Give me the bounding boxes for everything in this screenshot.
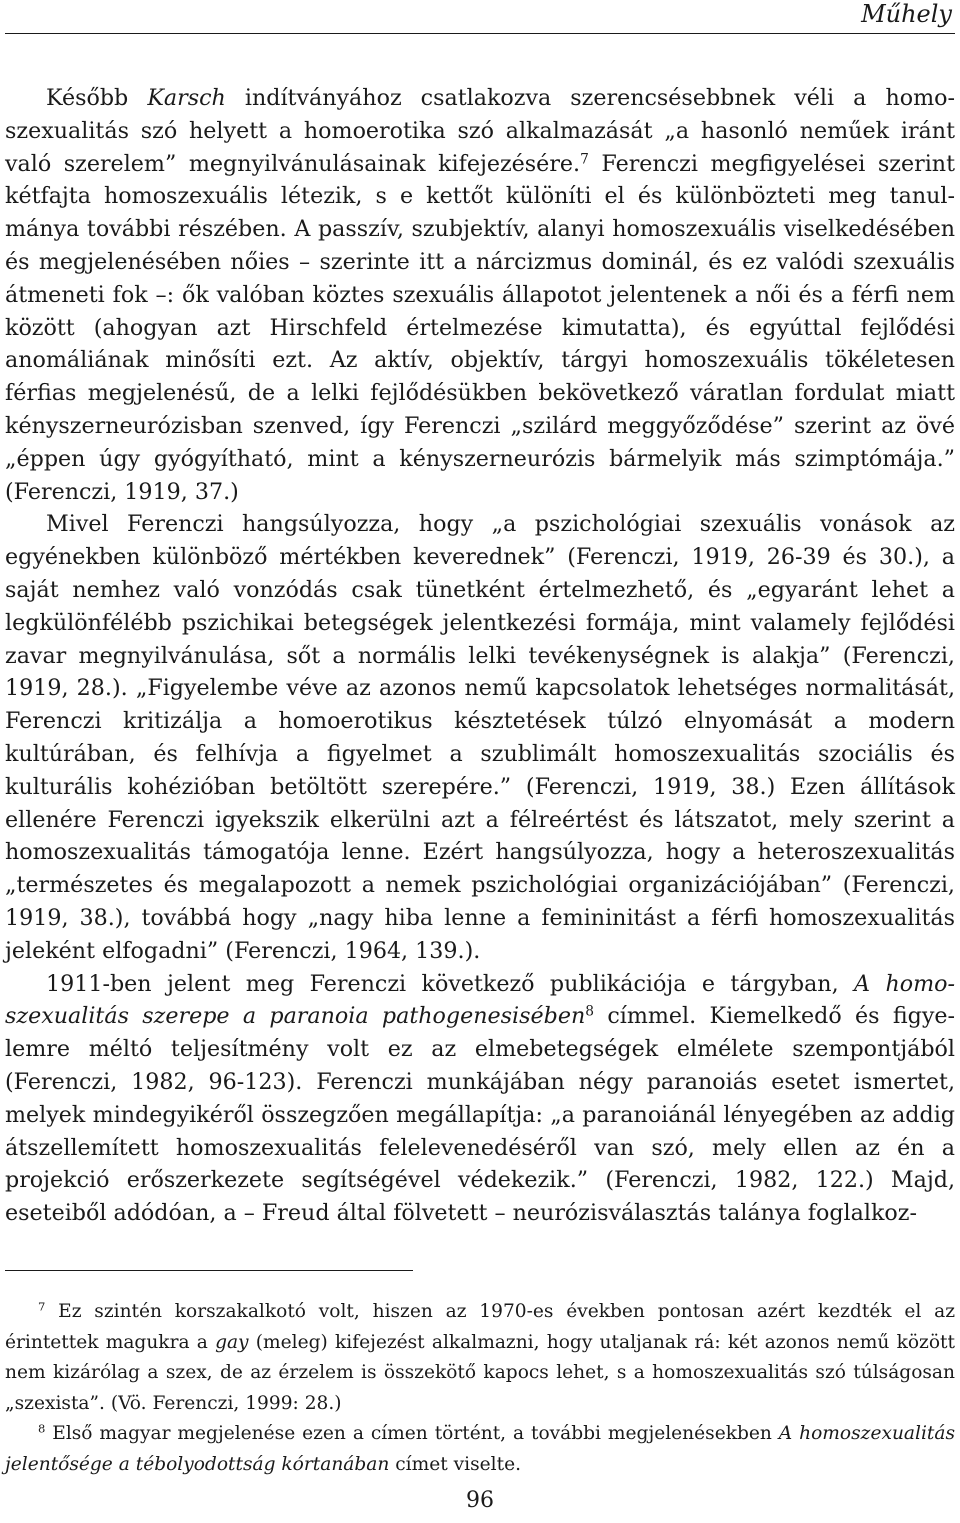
footnote-7-text-1: Ez szintén korszakalkotó volt, hiszen az 1970-es években pontosan azért kezdték el az érintettek magukra a <box>5 1301 955 1353</box>
footnote-8-text-2: címet viselte. <box>389 1453 521 1475</box>
p1-text-1: Később <box>46 85 148 111</box>
footnote-7-number: 7 <box>38 1299 46 1314</box>
footnote-7 <box>5 1297 955 1419</box>
footnote-7-text-2: (meleg) kifejezést alkalmazni, hogy utaljanak rá: két azonos nemű között nem kizárólag a szex, de az érzelem is összekötő kapocs lehet, s a homoszexualitás szó túlságosan „szexista”. (Vö. Ferenczi, 1999: 28.) <box>5 1331 955 1414</box>
p1-text-2: indítványához csatlakozva szerencsésebbnek véli a homoszexualitás szó helyett a homoerotika szó alkalmazását „a hasonló neműek iránt való szerelem” megnyilvánulásainak kifejezésére. <box>5 85 955 177</box>
footnote-rule <box>5 1270 413 1271</box>
page-number: 96 <box>466 1488 494 1513</box>
p1-text-3: Ferenczi megfigyelései szerint kétfajta homoszexuális létezik, s e kettőt különíti el és különbözteti meg tanulmánya további részében. A passzív, szubjektív, alanyi homoszexuális viselkedésében és megjelenésében nőies – szerinte itt a nárcizmus dominál, és ez valódi szexuális átmeneti fok –: ők valóban köztes szexuális állapotot jelentenek a női és a férfi nem között (ahogyan azt Hirschfeld értelmezése kimutatta), és egyúttal fejlődési anomáliának minősíti ezt. Az aktív, objektív, tárgyi homoszexuális tökéletesen férfias megjelenésű, de a lelki fejlődésükben bekövetkező váratlan fordulat miatt kényszerneurózisban szenved, így Ferenczi „szilárd meggyőződése” szerint az övé „éppen úgy gyógyítható, mint a kényszerneurózis bármelyik más szimptómája.” (Ferenczi, 1919, 37.) <box>5 150 955 505</box>
footnote-ref-7[interactable]: 7 <box>580 151 589 168</box>
p3-text-1: 1911-ben jelent meg Ferenczi következő publikációja e tárgyban, <box>46 970 855 997</box>
paragraph-1 <box>5 82 955 508</box>
paragraph-3 <box>5 968 955 1230</box>
footnote-8-title: A homoszexualitás jelentősége a tébolyodottság kórtanában <box>5 1423 956 1475</box>
footnote-8 <box>5 1419 955 1480</box>
p3-text-2: címmel. Kiemelkedő és figyelemre méltó teljesítmény volt ez az elmebetegségek elmélete szempontjából (Ferenczi, 1982, 96-123). Ferenczi munkájában négy paranoiás esetet ismertet, melyek mindegyikéről összegzően megállapítja: „a paranoiánál lényegében az addig átszellemített homoszexualitás felelevenedéséről van szó, mely ellen az én a projekció erőszerkezete segítségével védekezik.” (Ferenczi, 1982, 122.) Majd, eseteiből adódóan, a – Freud által fölvetett – neurózisválasztás talánya foglalkoz- <box>5 1003 955 1227</box>
body-text <box>5 82 955 1230</box>
paragraph-2: Mivel Ferenczi hangsúlyozza, hogy „a pszichológiai szexuális vonások az egyénekben különböző mértékben keverednek” (Ferenczi, 1919, 26-39 és 30.), a saját nemhez való vonzódás csak tünetként értelmezhető, és „egyaránt lehet a legkülönfélébb pszichikai betegségek jelentkezési formája, mint valamely fejlődési zavar megnyilvánulása, sőt a normális lelki tevékenységnek is alakja” (Ferenczi, 1919, 28.). „Figyelembe véve az azonos nemű kapcsolatok lehetséges normalitását, Ferenczi kritizálja a homoerotikus késztetések túlzó elnyomását a modern kultúrában, és felhívja a figyelmet a szublimált homoszexualitás szociális és kulturális kohézióban betöltött szerepére.” (Ferenczi, 1919, 38.) Ezen állítások ellenére Ferenczi igyekszik elkerülni azt a félreértést és látszatot, mely szerint a homoszexualitás támogatója lenne. Ezért hangsúlyozza, hogy a heteroszexualitás „természetes és megalapozott a nemek pszichológiai organizációjában” (Ferenczi, 1919, 38.), továbbá hogy „nagy hiba lenne a femininitást a férfi homoszexualitás jeleként elfogadni” (Ferenczi, 1964, 139.). <box>5 511 955 964</box>
header-rule <box>5 33 955 34</box>
footnote-ref-8[interactable]: 8 <box>585 1003 595 1020</box>
footnote-8-number: 8 <box>38 1421 46 1436</box>
footnote-7-term-gay: gay <box>215 1331 249 1353</box>
running-head: Műhely <box>861 0 952 28</box>
footnote-8-text-1: Első magyar megjelenése ezen a címen történt, a további megjelenésekben <box>45 1423 779 1444</box>
footnotes <box>5 1297 955 1480</box>
p3-work-title: A homoszexualitás szerepe a paranoia pathogenesisében <box>5 970 955 1030</box>
p1-author-karsch: Karsch <box>147 85 226 111</box>
